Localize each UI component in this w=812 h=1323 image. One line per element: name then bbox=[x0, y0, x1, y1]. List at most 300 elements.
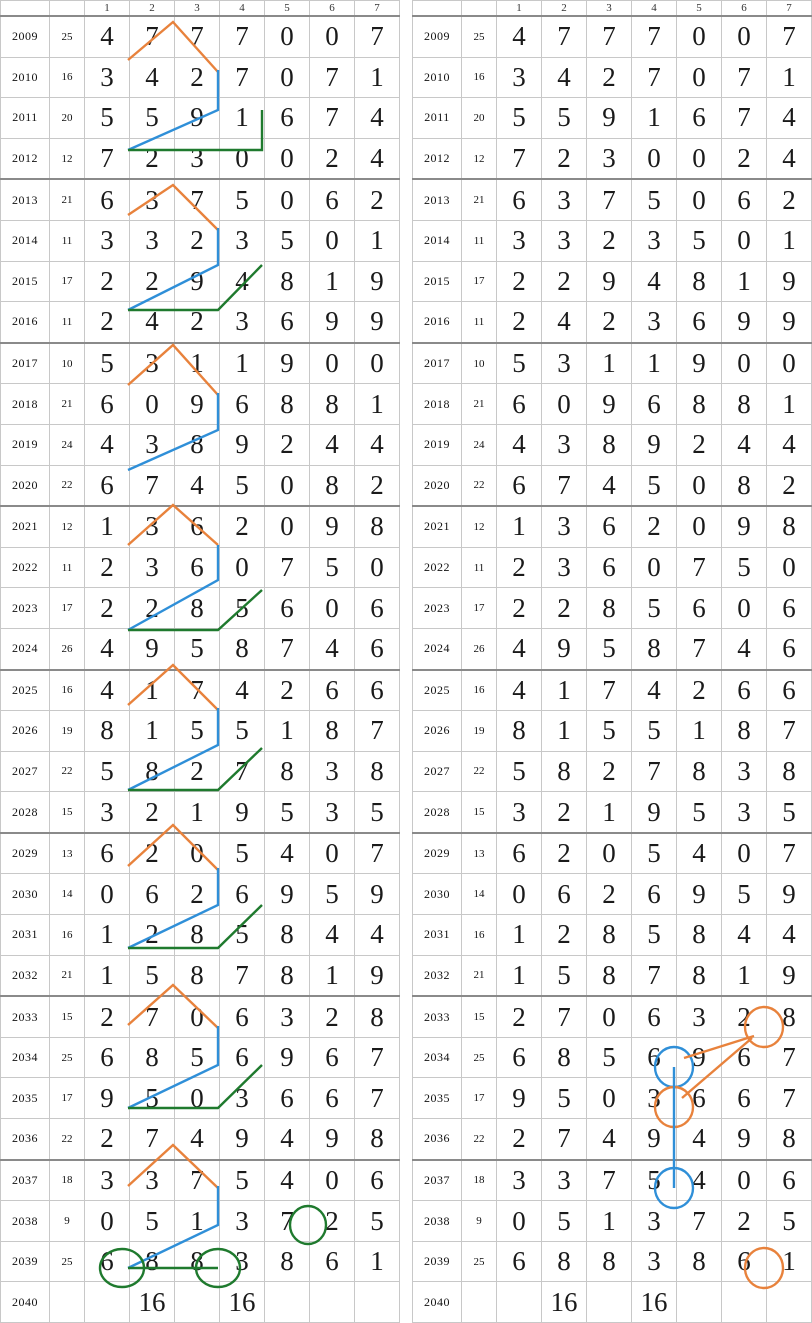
digit-cell: 2 bbox=[542, 915, 587, 956]
row-count: 9 bbox=[50, 1201, 85, 1242]
digit-cell: 0 bbox=[677, 138, 722, 179]
digit-cell: 3 bbox=[677, 996, 722, 1037]
row-year: 2030 bbox=[413, 874, 462, 915]
digit-cell: 9 bbox=[310, 506, 355, 547]
digit-cell: 9 bbox=[677, 343, 722, 384]
table-row bbox=[413, 138, 812, 179]
row-count: 16 bbox=[462, 915, 497, 956]
digit-cell: 2 bbox=[130, 833, 175, 874]
digit-cell: 1 bbox=[722, 261, 767, 302]
digit-cell: 8 bbox=[767, 996, 812, 1037]
digit-cell: 7 bbox=[220, 16, 265, 57]
digit-cell: 8 bbox=[497, 711, 542, 752]
digit-cell: 6 bbox=[175, 506, 220, 547]
digit-cell: 5 bbox=[542, 98, 587, 139]
row-year: 2036 bbox=[413, 1119, 462, 1160]
digit-cell: 6 bbox=[497, 833, 542, 874]
digit-cell: 3 bbox=[130, 179, 175, 220]
digit-cell: 6 bbox=[310, 1078, 355, 1119]
digit-cell: 0 bbox=[722, 588, 767, 629]
digit-cell: 7 bbox=[175, 1160, 220, 1201]
row-year: 2017 bbox=[1, 343, 50, 384]
digit-cell: 6 bbox=[497, 1037, 542, 1078]
digit-cell: 9 bbox=[722, 1119, 767, 1160]
digit-cell: 3 bbox=[632, 1201, 677, 1242]
table-header-row bbox=[1, 1, 400, 17]
digit-cell: 8 bbox=[722, 465, 767, 506]
digit-cell: 6 bbox=[265, 1078, 310, 1119]
row-count bbox=[462, 1282, 497, 1323]
digit-cell: 4 bbox=[767, 98, 812, 139]
digit-cell: 4 bbox=[767, 138, 812, 179]
digit-cell: 5 bbox=[355, 792, 400, 833]
digit-cell: 3 bbox=[542, 179, 587, 220]
digit-cell: 3 bbox=[722, 751, 767, 792]
header-col-6: 6 bbox=[310, 1, 355, 17]
row-year: 2037 bbox=[1, 1160, 50, 1201]
row-year: 2023 bbox=[413, 588, 462, 629]
row-count: 16 bbox=[462, 57, 497, 98]
digit-cell: 8 bbox=[265, 384, 310, 425]
digit-cell: 7 bbox=[677, 547, 722, 588]
digit-cell: 0 bbox=[220, 547, 265, 588]
digit-cell: 7 bbox=[310, 98, 355, 139]
digit-cell: 8 bbox=[677, 955, 722, 996]
digit-cell: 5 bbox=[587, 1037, 632, 1078]
digit-cell: 5 bbox=[265, 220, 310, 261]
digit-cell: 4 bbox=[722, 915, 767, 956]
digit-cell: 4 bbox=[355, 915, 400, 956]
digit-cell bbox=[587, 1282, 632, 1323]
digit-cell: 3 bbox=[130, 424, 175, 465]
digit-cell: 6 bbox=[85, 465, 130, 506]
digit-cell: 4 bbox=[175, 1119, 220, 1160]
digit-cell: 4 bbox=[130, 57, 175, 98]
digit-cell: 2 bbox=[355, 179, 400, 220]
digit-cell: 6 bbox=[265, 588, 310, 629]
digit-cell: 5 bbox=[767, 1201, 812, 1242]
digit-cell: 7 bbox=[265, 628, 310, 669]
digit-cell: 0 bbox=[497, 1201, 542, 1242]
header-year-right bbox=[413, 1, 462, 17]
digit-cell: 5 bbox=[85, 751, 130, 792]
digit-cell: 5 bbox=[265, 792, 310, 833]
digit-cell: 4 bbox=[587, 465, 632, 506]
digit-cell: 2 bbox=[497, 302, 542, 343]
digit-cell: 0 bbox=[220, 138, 265, 179]
digit-cell: 3 bbox=[722, 792, 767, 833]
table-row bbox=[1, 628, 400, 669]
digit-cell: 7 bbox=[355, 16, 400, 57]
digit-cell: 9 bbox=[355, 955, 400, 996]
digit-cell: 5 bbox=[175, 628, 220, 669]
row-year: 2012 bbox=[413, 138, 462, 179]
digit-cell: 0 bbox=[310, 833, 355, 874]
digit-cell: 2 bbox=[677, 670, 722, 711]
digit-cell: 3 bbox=[85, 220, 130, 261]
digit-cell: 8 bbox=[677, 384, 722, 425]
digit-cell: 2 bbox=[542, 792, 587, 833]
row-year: 2032 bbox=[413, 955, 462, 996]
row-year: 2016 bbox=[1, 302, 50, 343]
row-count: 19 bbox=[462, 711, 497, 752]
row-count: 18 bbox=[50, 1160, 85, 1201]
digit-cell: 1 bbox=[355, 384, 400, 425]
row-year: 2010 bbox=[413, 57, 462, 98]
digit-cell: 2 bbox=[175, 57, 220, 98]
table-row bbox=[413, 588, 812, 629]
digit-cell: 3 bbox=[632, 1078, 677, 1119]
row-count: 16 bbox=[50, 915, 85, 956]
digit-cell: 5 bbox=[587, 628, 632, 669]
table-row bbox=[413, 98, 812, 139]
digit-cell: 0 bbox=[265, 16, 310, 57]
digit-cell: 2 bbox=[85, 302, 130, 343]
row-count: 25 bbox=[50, 16, 85, 57]
digit-cell: 7 bbox=[632, 16, 677, 57]
digit-cell: 4 bbox=[310, 424, 355, 465]
digit-cell bbox=[677, 1282, 722, 1323]
digit-cell: 6 bbox=[310, 1241, 355, 1282]
digit-cell: 16 bbox=[130, 1282, 175, 1323]
digit-cell: 8 bbox=[175, 1241, 220, 1282]
row-count: 15 bbox=[462, 792, 497, 833]
digit-cell: 1 bbox=[587, 343, 632, 384]
digit-cell: 6 bbox=[85, 1241, 130, 1282]
digit-cell: 5 bbox=[632, 711, 677, 752]
right-number-table bbox=[412, 0, 812, 1323]
digit-cell: 8 bbox=[677, 751, 722, 792]
digit-cell: 2 bbox=[587, 751, 632, 792]
table-row bbox=[1, 711, 400, 752]
digit-cell: 0 bbox=[355, 547, 400, 588]
row-year: 2013 bbox=[1, 179, 50, 220]
row-year: 2010 bbox=[1, 57, 50, 98]
digit-cell bbox=[175, 1282, 220, 1323]
row-count: 11 bbox=[50, 302, 85, 343]
header-col-5-right: 5 bbox=[677, 1, 722, 17]
digit-cell: 1 bbox=[767, 57, 812, 98]
digit-cell: 3 bbox=[85, 792, 130, 833]
digit-cell: 0 bbox=[767, 547, 812, 588]
digit-cell: 3 bbox=[497, 220, 542, 261]
table-row bbox=[413, 1119, 812, 1160]
row-count: 16 bbox=[462, 670, 497, 711]
digit-cell: 9 bbox=[767, 955, 812, 996]
table-row bbox=[1, 1078, 400, 1119]
digit-cell: 2 bbox=[587, 57, 632, 98]
digit-cell: 1 bbox=[310, 261, 355, 302]
row-year: 2011 bbox=[1, 98, 50, 139]
digit-cell: 0 bbox=[632, 138, 677, 179]
row-count: 22 bbox=[462, 465, 497, 506]
digit-cell: 6 bbox=[310, 179, 355, 220]
digit-cell: 9 bbox=[355, 874, 400, 915]
digit-cell: 1 bbox=[497, 955, 542, 996]
digit-cell: 8 bbox=[587, 915, 632, 956]
digit-cell: 0 bbox=[265, 138, 310, 179]
digit-cell: 1 bbox=[497, 506, 542, 547]
digit-cell: 5 bbox=[130, 1201, 175, 1242]
digit-cell: 9 bbox=[220, 424, 265, 465]
digit-cell: 4 bbox=[265, 1160, 310, 1201]
table-row bbox=[1, 792, 400, 833]
digit-cell: 2 bbox=[587, 874, 632, 915]
digit-cell: 7 bbox=[767, 1037, 812, 1078]
digit-cell: 9 bbox=[587, 98, 632, 139]
digit-cell: 3 bbox=[632, 220, 677, 261]
digit-cell: 4 bbox=[85, 424, 130, 465]
digit-cell: 7 bbox=[587, 1160, 632, 1201]
digit-cell: 7 bbox=[542, 1119, 587, 1160]
digit-cell: 5 bbox=[175, 711, 220, 752]
row-count: 25 bbox=[462, 1037, 497, 1078]
row-count: 11 bbox=[50, 220, 85, 261]
digit-cell: 5 bbox=[722, 547, 767, 588]
table-row bbox=[1, 996, 400, 1037]
digit-cell: 4 bbox=[542, 302, 587, 343]
digit-cell: 3 bbox=[85, 57, 130, 98]
digit-cell: 5 bbox=[632, 588, 677, 629]
digit-cell: 0 bbox=[497, 874, 542, 915]
table-row bbox=[1, 261, 400, 302]
digit-cell: 7 bbox=[542, 996, 587, 1037]
digit-cell: 7 bbox=[310, 57, 355, 98]
digit-cell: 7 bbox=[677, 628, 722, 669]
digit-cell: 9 bbox=[497, 1078, 542, 1119]
digit-cell: 0 bbox=[265, 179, 310, 220]
digit-cell: 9 bbox=[632, 1119, 677, 1160]
digit-cell: 7 bbox=[355, 1037, 400, 1078]
digit-cell: 0 bbox=[677, 506, 722, 547]
table-row bbox=[413, 996, 812, 1037]
row-count: 21 bbox=[462, 179, 497, 220]
digit-cell: 3 bbox=[310, 792, 355, 833]
digit-cell bbox=[722, 1282, 767, 1323]
digit-cell: 4 bbox=[767, 424, 812, 465]
row-year: 2011 bbox=[413, 98, 462, 139]
digit-cell: 6 bbox=[677, 1078, 722, 1119]
row-year: 2014 bbox=[1, 220, 50, 261]
digit-cell: 0 bbox=[355, 343, 400, 384]
table-row bbox=[413, 343, 812, 384]
digit-cell: 3 bbox=[220, 220, 265, 261]
digit-cell: 4 bbox=[497, 670, 542, 711]
digit-cell: 0 bbox=[310, 1160, 355, 1201]
digit-cell: 2 bbox=[722, 1201, 767, 1242]
digit-cell: 5 bbox=[85, 98, 130, 139]
table-row bbox=[413, 465, 812, 506]
digit-cell: 7 bbox=[175, 16, 220, 57]
digit-cell: 9 bbox=[265, 1037, 310, 1078]
row-year: 2040 bbox=[1, 1282, 50, 1323]
digit-cell: 8 bbox=[677, 261, 722, 302]
row-count: 17 bbox=[462, 1078, 497, 1119]
digit-cell: 8 bbox=[587, 955, 632, 996]
digit-cell: 9 bbox=[632, 424, 677, 465]
digit-cell: 7 bbox=[130, 465, 175, 506]
row-count: 11 bbox=[462, 220, 497, 261]
digit-cell: 3 bbox=[542, 220, 587, 261]
digit-cell: 6 bbox=[497, 384, 542, 425]
digit-cell: 4 bbox=[677, 1160, 722, 1201]
digit-cell: 9 bbox=[587, 384, 632, 425]
digit-cell: 7 bbox=[632, 955, 677, 996]
digit-cell: 8 bbox=[587, 1241, 632, 1282]
row-count: 15 bbox=[50, 792, 85, 833]
row-year: 2016 bbox=[413, 302, 462, 343]
digit-cell: 4 bbox=[310, 915, 355, 956]
digit-cell bbox=[497, 1282, 542, 1323]
digit-cell: 0 bbox=[542, 384, 587, 425]
row-count: 12 bbox=[462, 138, 497, 179]
row-count: 20 bbox=[50, 98, 85, 139]
row-year: 2024 bbox=[1, 628, 50, 669]
table-row bbox=[1, 506, 400, 547]
row-count: 17 bbox=[462, 588, 497, 629]
header-col-1: 1 bbox=[85, 1, 130, 17]
digit-cell: 0 bbox=[722, 220, 767, 261]
row-year: 2013 bbox=[413, 179, 462, 220]
table-row bbox=[413, 1078, 812, 1119]
digit-cell: 6 bbox=[632, 874, 677, 915]
left-number-table bbox=[0, 0, 400, 1323]
digit-cell: 8 bbox=[677, 1241, 722, 1282]
header-col-2-right: 2 bbox=[542, 1, 587, 17]
digit-cell: 7 bbox=[722, 57, 767, 98]
digit-cell: 9 bbox=[632, 792, 677, 833]
digit-cell: 1 bbox=[632, 98, 677, 139]
digit-cell: 4 bbox=[542, 57, 587, 98]
digit-cell: 9 bbox=[767, 261, 812, 302]
digit-cell: 4 bbox=[677, 833, 722, 874]
digit-cell: 6 bbox=[767, 1160, 812, 1201]
digit-cell: 8 bbox=[130, 1241, 175, 1282]
row-year: 2038 bbox=[413, 1201, 462, 1242]
digit-cell: 2 bbox=[497, 588, 542, 629]
row-count: 9 bbox=[462, 1201, 497, 1242]
digit-cell: 4 bbox=[130, 302, 175, 343]
digit-cell: 4 bbox=[85, 628, 130, 669]
row-count: 21 bbox=[462, 955, 497, 996]
digit-cell: 7 bbox=[497, 138, 542, 179]
digit-cell: 6 bbox=[632, 1037, 677, 1078]
digit-cell: 9 bbox=[175, 384, 220, 425]
digit-cell: 9 bbox=[722, 302, 767, 343]
row-year: 2036 bbox=[1, 1119, 50, 1160]
table-row bbox=[1, 588, 400, 629]
digit-cell: 6 bbox=[722, 670, 767, 711]
digit-cell: 5 bbox=[497, 751, 542, 792]
digit-cell: 5 bbox=[632, 465, 677, 506]
digit-cell: 7 bbox=[355, 1078, 400, 1119]
digit-cell: 6 bbox=[632, 384, 677, 425]
row-year: 2019 bbox=[413, 424, 462, 465]
digit-cell: 7 bbox=[265, 1201, 310, 1242]
digit-cell: 2 bbox=[310, 996, 355, 1037]
digit-cell bbox=[85, 1282, 130, 1323]
digit-cell: 1 bbox=[85, 955, 130, 996]
row-count: 12 bbox=[50, 506, 85, 547]
digit-cell: 2 bbox=[542, 833, 587, 874]
header-col-3: 3 bbox=[175, 1, 220, 17]
row-count: 21 bbox=[462, 384, 497, 425]
digit-cell bbox=[265, 1282, 310, 1323]
digit-cell: 4 bbox=[767, 915, 812, 956]
digit-cell: 3 bbox=[632, 1241, 677, 1282]
row-year: 2039 bbox=[413, 1241, 462, 1282]
row-year: 2018 bbox=[1, 384, 50, 425]
digit-cell: 6 bbox=[175, 547, 220, 588]
row-count: 13 bbox=[462, 833, 497, 874]
digit-cell: 5 bbox=[220, 1160, 265, 1201]
digit-cell: 0 bbox=[587, 996, 632, 1037]
row-count: 16 bbox=[50, 670, 85, 711]
table-row bbox=[413, 384, 812, 425]
digit-cell: 9 bbox=[265, 343, 310, 384]
digit-cell: 7 bbox=[767, 711, 812, 752]
header-col-1-right: 1 bbox=[497, 1, 542, 17]
digit-cell: 7 bbox=[220, 955, 265, 996]
digit-cell: 3 bbox=[175, 138, 220, 179]
table-row bbox=[1, 179, 400, 220]
row-count: 25 bbox=[50, 1037, 85, 1078]
digit-cell: 6 bbox=[587, 506, 632, 547]
digit-cell: 1 bbox=[632, 343, 677, 384]
digit-cell: 3 bbox=[220, 1078, 265, 1119]
row-year: 2021 bbox=[413, 506, 462, 547]
digit-cell: 2 bbox=[265, 424, 310, 465]
row-count: 15 bbox=[462, 996, 497, 1037]
table-row bbox=[1, 955, 400, 996]
digit-cell: 6 bbox=[497, 179, 542, 220]
digit-cell: 0 bbox=[677, 465, 722, 506]
digit-cell: 9 bbox=[310, 1119, 355, 1160]
row-year: 2028 bbox=[413, 792, 462, 833]
digit-cell: 6 bbox=[587, 547, 632, 588]
row-count: 21 bbox=[50, 955, 85, 996]
digit-cell: 5 bbox=[130, 955, 175, 996]
table-row bbox=[1, 16, 400, 57]
row-year: 2032 bbox=[1, 955, 50, 996]
digit-cell: 2 bbox=[677, 424, 722, 465]
digit-cell: 6 bbox=[220, 1037, 265, 1078]
digit-cell: 1 bbox=[587, 1201, 632, 1242]
digit-cell: 7 bbox=[175, 670, 220, 711]
table-row bbox=[1, 1201, 400, 1242]
table-row bbox=[413, 670, 812, 711]
table-row bbox=[413, 424, 812, 465]
digit-cell: 4 bbox=[497, 628, 542, 669]
digit-cell: 0 bbox=[767, 343, 812, 384]
digit-cell: 2 bbox=[722, 996, 767, 1037]
digit-cell: 8 bbox=[175, 955, 220, 996]
digit-cell: 7 bbox=[542, 465, 587, 506]
row-year: 2009 bbox=[1, 16, 50, 57]
digit-cell: 1 bbox=[265, 711, 310, 752]
digit-cell: 0 bbox=[587, 1078, 632, 1119]
row-year: 2026 bbox=[1, 711, 50, 752]
digit-cell: 5 bbox=[220, 711, 265, 752]
row-count: 11 bbox=[50, 547, 85, 588]
digit-cell: 9 bbox=[677, 874, 722, 915]
row-count: 25 bbox=[50, 1241, 85, 1282]
digit-cell: 5 bbox=[632, 1160, 677, 1201]
row-count bbox=[50, 1282, 85, 1323]
table-row bbox=[1, 1282, 400, 1323]
digit-cell: 7 bbox=[130, 996, 175, 1037]
row-count: 26 bbox=[50, 628, 85, 669]
